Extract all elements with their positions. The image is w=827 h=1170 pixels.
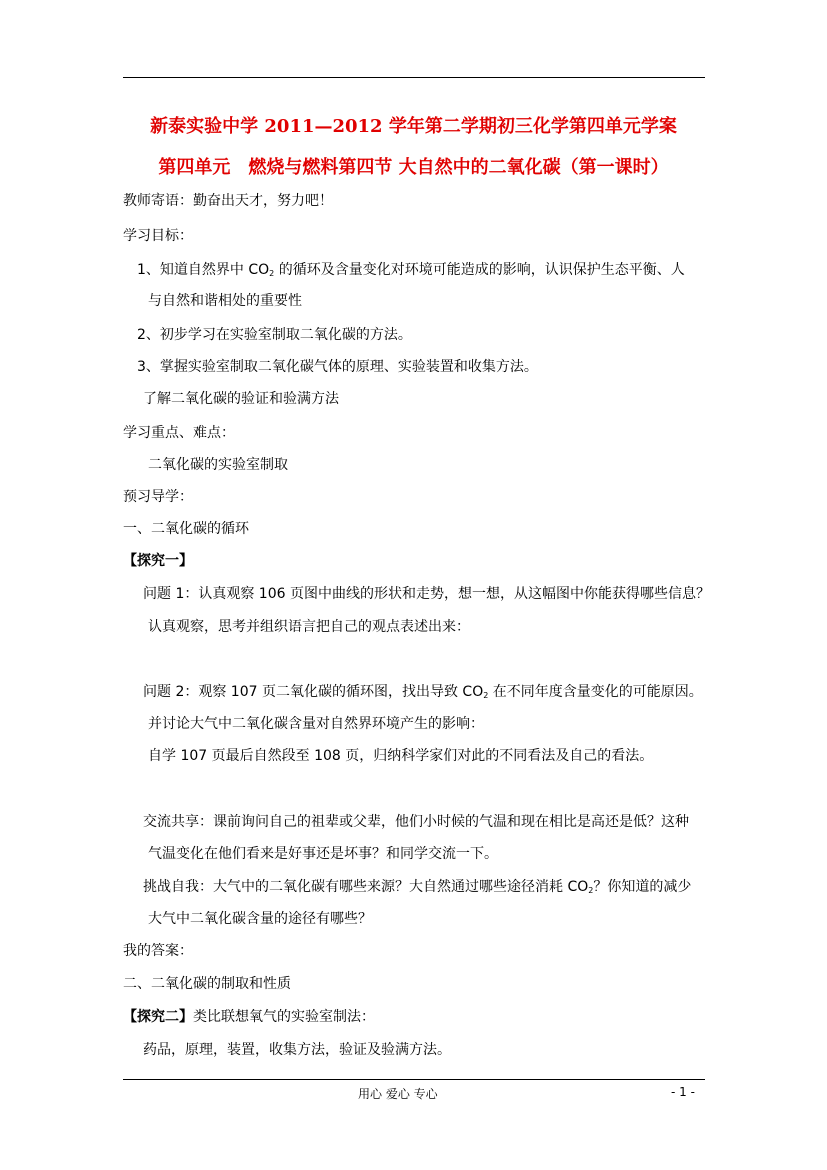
sharing: 交流共享：课前询问自己的祖辈或父辈，他们小时候的气温和现在相比是高还是低？这种 [143, 814, 689, 830]
self-study: 自学 107 页最后自然段至 108 页，归纳科学家们对此的不同看法及自己的看法。 [148, 748, 654, 764]
section-1-heading: 一、二氧化碳的循环 [123, 521, 249, 537]
key-point: 二氧化碳的实验室制取 [148, 457, 288, 473]
my-answer: 我的答案： [123, 943, 193, 959]
inquiry-1-label: 【探究一】 [123, 553, 193, 569]
key-points-heading: 学习重点、难点： [123, 425, 235, 441]
document-subtitle: 第四单元 燃烧与燃料第四节 大自然中的二氧化碳（第一课时） [158, 157, 669, 178]
question-2: 问题 2：观察 107 页二氧化碳的循环图，找出导致 $CO_2$ 在不同年度含量变化的可能原因。 [143, 684, 703, 700]
page-number: - 1 - [671, 1085, 695, 1099]
footer-rule [123, 1079, 705, 1080]
challenge-cont: 大气中二氧化碳含量的途径有哪些？ [148, 911, 372, 927]
objective-3: 3、掌握实验室制取二氧化碳气体的原理、实验装置和收集方法。 [137, 359, 538, 375]
header-rule [123, 77, 705, 78]
inquiry-2-items: 药品，原理，装置，收集方法，验证及验满方法。 [143, 1042, 451, 1058]
objective-4: 了解二氧化碳的验证和验满方法 [143, 391, 339, 407]
document-title: 新泰实验中学 2011—2012 学年第二学期初三化学第四单元学案 [150, 116, 677, 137]
preview-heading: 预习导学： [123, 489, 193, 505]
objectives-heading: 学习目标： [123, 228, 193, 244]
objective-1-cont: 与自然和谐相处的重要性 [148, 293, 302, 309]
inquiry-2: 【探究二】类比联想氧气的实验室制法： [123, 1009, 375, 1025]
question-2-cont: 并讨论大气中二氧化碳含量对自然界环境产生的影响： [148, 716, 484, 732]
footer-motto: 用心 爱心 专心 [358, 1087, 438, 1101]
question-1-cont: 认真观察，思考并组织语言把自己的观点表述出来： [148, 619, 470, 635]
section-2-heading: 二、二氧化碳的制取和性质 [123, 976, 291, 992]
objective-1: 1、知道自然界中 $CO_2$ 的循环及含量变化对环境可能造成的影响，认识保护生态平衡、人 [137, 262, 685, 278]
challenge: 挑战自我：大气中的二氧化碳有哪些来源？大自然通过哪些途径消耗 $CO_2$？你知道的减少 [143, 879, 692, 895]
sharing-cont: 气温变化在他们看来是好事还是坏事？和同学交流一下。 [148, 846, 498, 862]
question-1: 问题 1：认真观察 106 页图中曲线的形状和走势，想一想，从这幅图中你能获得哪些信息？ [143, 586, 710, 602]
objective-2: 2、初步学习在实验室制取二氧化碳的方法。 [137, 327, 412, 343]
teacher-motto: 教师寄语：勤奋出天才，努力吧！ [123, 193, 333, 209]
